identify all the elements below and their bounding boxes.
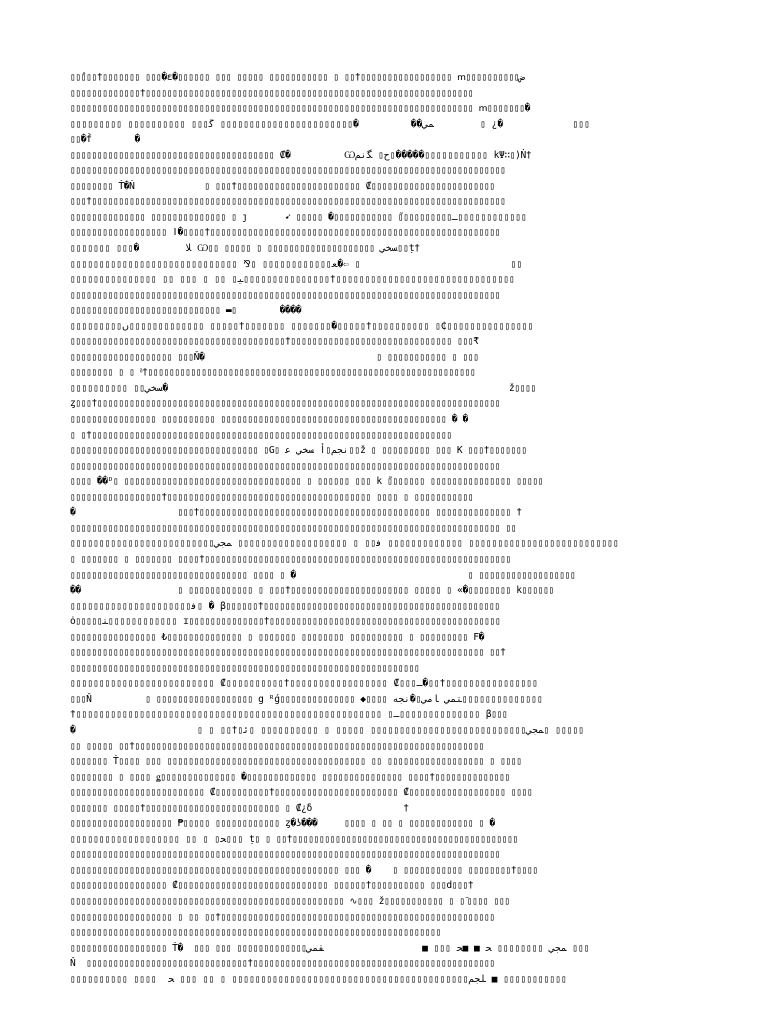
text-line: ▯▯▯▯▯▯▯▯▯▯▯▯▯▯▯▯▯▯▯▯▯▯▯▯▯▯▯▯▯▯▯▯▯▯▯▯▯▯▯▯▯▯▯▯▯▯▯▯▯▯▯▯▯▯▯▯▯▯▯▯▯▯▯▯▯▯▯▯▯ bbox=[70, 927, 441, 939]
text-line: ▯▯▯▯▯▯▯▯▯▯▯▯▯▯▯▯▯▯▯▯▯▯▯▯▯▯▯▯▯▯▯▯▯▯▯▯▯▯▯▯▯▯▯▯▯▯▯▯▯▯ ▯▯▯ � ▯ ▯▯▯▯▯▯▯▯▯▯▯ ▯▯▯▯▯▯▯▯†▯▯▯▯ bbox=[70, 864, 538, 876]
text-line: ▯▯▯▯▯▯▯▯▯▯▯▯▯▯▯▯▯▯▯▯▯▯▯▯▯▯▯▯▯▯▯▯▯▯▯▯▯▯▯▯▯▯▯▯▯▯▯▯▯▯▯▯▯▯▯▯▯▯▯▯▯▯▯▯▯▯▯▯▯▯▯▯▯▯▯ ՠ▯▯▯▯▯▯▯� bbox=[70, 103, 531, 115]
text-line: � ▯ ▯ ▯▯†▯ﻤﺠﻲ▯▯▯▯▯▯▯▯▯▯▯▯▯▯▯▯▯▯▯▯▯▯▯▯▯▯▯ ▯▯▯▯▯ ▯ ▯▯▯▯▯▯▯▯▯▯ ▯ﺋ▯ ▯▯▯▯▯ bbox=[70, 724, 585, 736]
text-line: ▯▯▯▯▯▯▯▯▯▯▯▯▯▯▯▯▯▯▯▯▯▯▯▯▯▯▯▯▯▯▯▯▯▯▯▯▯▯▯▯▯▯▯▯▯▯▯▯▯▯▯▯▯▯▯▯▯▯▯▯▯▯▯▯▯▯▯▯▯▯▯▯▯▯▯▯▯▯▯▯ bbox=[70, 289, 501, 301]
text-line: �� ▯ ▯▯▯▯▯▯▯▯▯▯▯▯ ▯ ▯▯▯†▯▯▯▯▯▯▯▯▯▯▯▯▯▯▯▯▯▯▯▯▯▯ ▯▯▯▯▯ ▯ «�▯▯▯▯▯▯▯▯ k▯▯▯▯▯▯ bbox=[70, 585, 554, 597]
text-line: ▯▯▯▯▯▯▯▯▯▯▯▯▯▯▯▯▯▯▯▯▯▯▯▯▯ﻓ▯▯ ▯ ▯▯▯▯▯▯▯▯▯▯▯▯▯▯▯▯▯▯▯ ﻤﺠﻲ ▯▯▯▯▯▯▯▯▯▯▯▯▯ ▯▯▯▯▯▯▯▯▯▯▯▯▯▯▯▯▯▯▯▯▯▯▯▯▯▯ bbox=[70, 538, 619, 550]
text-line: ▯▯▯▯▯▯▯▯▯▯▯▯▯▯▯▯▯▯▯ ₱▯▯▯▯▯ ▯▯▯▯▯▯▯▯▯▯▯▯ ȥ�ʖ��� ▯▯▯▯ ▯ ▯▯ ▯ ▯▯▯▯▯▯▯▯▯▯▯▯ ▯ � bbox=[70, 818, 495, 830]
text-line: ▯▯▯▯▯▯▯ ▯▯▯▯▯†▯▯▯▯▯▯▯▯▯▯▯▯▯▯▯▯▯▯▯▯▯▯▯▯▯ ▯ ₡¿δ † bbox=[70, 802, 409, 814]
text-line: ▯▯▯▯▯▯▯▯▯▯ ▯▯ﺴﺨﻲ� ž▯▯▯▯ bbox=[70, 382, 536, 394]
text-line: ▯▯▯Ň ▯ ▯▯▯▯▯▯▯▯▯▯▯▯▯▯▯▯▯▯ g ᴿǵ▯▯▯▯▯▯▯▯▯▯▯▯▯▯ ◆▯▯▯▯ ﺘﻤﻲ ﺎﻣﻲ▯�ﻧﺠﻪ▯▯▯▯▯▯▯▯▯▯▯▯▯▯ bbox=[70, 693, 543, 705]
text-line: Ň ▯▯▯▯▯▯▯▯▯▯▯▯▯▯▯▯▯▯▯▯▯▯▯▯▯▯▯▯▯▯†▯▯▯▯▯▯▯▯▯▯▯▯▯▯▯▯▯▯▯▯▯▯▯▯▯▯▯▯▯▯▯▯▯▯▯▯▯▯▯▯▯▯▯▯▯ bbox=[70, 958, 495, 970]
text-line: ȥ▯▯▯†▯▯▯▯▯▯▯▯▯▯▯▯▯▯▯▯▯▯▯▯▯▯▯▯▯▯▯▯▯▯▯▯▯▯▯▯▯▯▯▯▯▯▯▯▯▯▯▯▯▯▯▯▯▯▯▯▯▯▯▯▯▯▯▯▯▯▯▯▯▯▯▯▯▯▯ bbox=[70, 398, 501, 410]
text-line: ▯▯▯▯▯▯▯▯▯▯▯▯▯▯▯▯▯▯▯▯▯▯▯▯▯▯▯▯▯▯▯▯▯▯▯ ▯G▯ ﻧﺠﻢ▯ﺃ ﺴﺨﻲ ﻋ▯▯ž ▯ ▯▯▯▯▯▯▯▯▯ ▯▯▯ K ▯▯▯†▯▯▯▯▯▯▯ bbox=[70, 445, 527, 457]
text-line: ▯▯▯▯▯▯▯▯▯▯▯▯▯▯▯▯▯▯▯▯▯▯▯▯▯▯▯▯▯▯▯▯▯▯▯▯▯▯ ₡� Ѡﺡ▯ ﮕﻧﻢ▯�����▯▯▯▯▯▯▯▯▯▯▯ kΨ∷▯)Ṅ† bbox=[70, 149, 532, 161]
text-line: ȯ▯▯▯▯▯ﺘ▯▯▯▯▯▯▯▯▯▯▯▯ ɪ▯▯▯▯▯▯▯▯▯▯▯▯▯▯†▯▯▯▯▯▯▯▯▯▯▯▯▯▯▯▯▯▯▯▯▯▯▯▯▯▯▯▯▯▯▯▯▯▯▯▯▯▯▯▯▯▯▯ bbox=[70, 616, 501, 628]
text-line: ▯▯▯▯▯▯▯▯▯▯▯▯▯▯▯▯▯▯▯▯▯▯▯▯▯▯▯▯▯▯▯▯▯▯▯▯▯▯▯▯▯▯▯▯▯▯▯▯▯▯▯▯▯▯▯▯▯▯▯▯▯▯▯▯▯▯▯▯▯▯▯▯▯▯▯▯▯▯▯▯ ▯▯ bbox=[70, 522, 517, 534]
text-line: ▯ ▯†▯▯▯▯▯▯▯▯▯▯▯▯▯▯▯▯▯▯▯▯▯▯▯▯▯▯▯▯▯▯▯▯▯▯▯▯▯▯▯▯▯▯▯▯▯▯▯▯▯▯▯▯▯▯▯▯▯▯▯▯▯▯▯▯▯▯▯ bbox=[70, 429, 452, 441]
text-line: ▯▯▯▯▯▯▯▯▯▯▯▯▯▯▯▯▯▯ ₡▯▯▯▯▯▯▯▯▯▯▯▯▯▯▯▯▯▯▯▯▯▯▯▯▯▯▯▯ ▯▯▯▯▯▯†▯▯▯▯▯▯▯▯▯▯ ▯▯▯d▯▯▯† bbox=[70, 880, 474, 892]
text-line: ▯▯▯▯▯▯▯▯▯▯▯▯▯▯ ▯▯▯▯▯▯▯▯▯▯▯▯▯▯ ▯ ȷ ➹ ▯▯▯▯▯ �▯▯▯▯▯▯▯▯▯▯▯ ̃▯▯▯▯▯▯▯▯▯▯ـ▯▯▯▯▯▯▯▯▯▯▯▯ bbox=[70, 211, 527, 223]
text-line: ▯▯▯▯▯▯▯▯▯▯▯▯▯▯▯▯▯▯▯ ▯ ▯▯ ▯▯†▯▯▯▯▯▯▯▯▯▯▯▯▯▯▯▯▯▯▯▯▯▯▯▯▯▯▯▯▯▯▯▯▯▯▯▯▯▯▯▯▯▯▯▯▯▯▯▯▯▯▯ bbox=[70, 911, 495, 923]
text-line: ▯▯▯▯▯▯▯ Ṫ▯▯▯▯ ▯▯▯ ▯▯▯▯▯▯▯▯▯▯▯▯▯▯▯▯▯▯▯▯▯▯▯▯▯▯▯▯▯▯▯▯▯▯▯▯▯ ▯▯ ▯▯▯▯▯▯▯▯▯▯▯▯▯▯▯▯▯▯ ▯ ▯▯▯▯ bbox=[70, 756, 522, 768]
text-line: ▯▯▯▯▯▯▯▯▯▯▯▯▯▯▯▯▯▯▯▯▯▯▯▯▯▯▯▯▯▯▯▯▯▯▯▯▯▯▯▯▯▯▯▯▯▯▯▯▯▯▯▯▯▯▯▯▯▯▯▯▯▯▯▯▯▯▯▯▯▯▯▯▯▯▯▯▯ ▯▯† bbox=[70, 647, 506, 659]
text-line: ▯▯▯▯▯▯▯▯▯▯▯▯▯▯▯▯▯▯▯▯▯▯▯▯▯▯▯▯▯▯▯▯▯ ▯▯▯▯ ▯ � ▯ ▯▯▯▯▯▯▯▯▯▯▯▯▯▯▯▯▯▯ bbox=[70, 569, 576, 581]
text-line: ▯▯̂▯▯▯†▯▯▯▯▯▯▯ ▯▯▯�ԑ�▯▯▯▯▯▯ ▯▯▯ ▯▯▯▯▯ ▯▯▯▯▯▯▯▯▯▯▯ ▯ ▯▯†▯▯▯▯▯▯▯▯▯▯▯▯▯▯▯▯▯ ՠ▯▯▯▯▯▯▯▯▯▯ض bbox=[70, 72, 526, 83]
text-line: ▯▯▯▯▯▯▯▯▯▯▯▯▯†▯▯▯▯▯▯▯▯▯▯▯▯▯▯▯▯▯▯▯▯▯▯▯▯▯▯▯▯▯▯▯▯▯▯▯▯▯▯▯▯▯▯▯▯▯▯▯▯▯▯▯▯▯▯▯▯▯▯▯▯▯ bbox=[70, 87, 474, 99]
text-line: ▯▯�ḟ � bbox=[70, 134, 140, 146]
text-line: ▯▯▯▯▯▯▯▯▯▯▯▯▯▯▯▯▯▯▯▯▯▯▯▯▯▯▯▯▯ ⅋▯ ▯▯▯▯▯▯▯▯▯▯▯▯ﻌ�⇦ ▯ ▯▯ bbox=[70, 258, 523, 270]
text-line: ▯▯▯▯▯▯▯▯▯▯▯▯▯▯▯▯▯▯ Ṫ� ▯▯▯ ▯▯▯ ▯▯▯▯▯▯▯▯▯▯▯▯▯ﻤﺠﻲ ▯▯▯▯▯▯▯▯ ﺤ ■ ■ﺤ ▯▯▯ ■ ﻘﻤﻲ ▯▯▯ bbox=[70, 942, 590, 954]
text-line: ▯▯▯▯▯▯▯▯▯▯▯▯▯▯▯▯▯†▯▯▯▯▯▯▯▯▯▯▯▯▯▯▯▯▯▯▯▯▯▯▯▯▯▯▯▯▯▯▯▯▯▯▯▯▯▯ ▯▯▯▯ ▯ ▯▯▯▯▯▯▯▯▯▯▯ bbox=[70, 491, 474, 503]
text-line: ▯▯▯▯▯▯▯▯▯▯▯▯▯▯▯▯▯▯ ǀ�▯▯▯▯†▯▯▯▯▯▯▯▯▯▯▯▯▯▯▯▯▯▯▯▯▯▯▯▯▯▯▯▯▯▯▯▯▯▯▯▯▯▯▯▯▯▯▯▯▯▯▯▯▯▯▯▯▯▯ bbox=[70, 227, 501, 239]
text-line: ▯▯▯▯▯▯▯▯▯▯▯▯▯▯▯▯▯▯▯▯▯▯▯▯▯ ₡▯▯▯▯▯▯▯▯▯▯†▯▯▯▯▯▯▯▯▯▯▯▯▯▯▯▯▯▯▯▯▯▯▯ ₡▯▯▯▯▯▯▯▯▯▯▯▯▯▯▯▯▯▯ ▯▯▯▯ bbox=[70, 787, 533, 799]
text-line: ▯▯▯▯ ��ᴰ▯ ▯▯▯▯▯▯▯▯▯▯▯▯▯▯▯▯▯▯▯▯▯▯▯▯▯▯▯▯▯▯▯▯▯ ▯ ▯▯▯▯▯▯ ▯▯▯ k ̃▯▯▯▯▯▯▯ ▯▯▯▯▯▯▯▯▯▯▯▯▯▯▯ ▯▯▯▯▯ bbox=[70, 476, 544, 488]
text-line: ▯▯▯▯▯▯▯▯▯ ▯▯▯▯▯▯▯▯▯▯ ▯▯▯ﻤﻲ�� �▯▯▯▯▯▯▯▯▯▯▯▯▯▯▯▯▯▯▯▯▯▯▯ ﮐ̃ ▯ ¿� ▯▯▯ bbox=[70, 118, 590, 130]
text-line: ▯▯▯▯▯▯▯▯▯▯ ▯▯▯▯ ﻠﺠﻢ▯▯▯▯▯▯▯▯▯▯▯▯▯▯▯▯▯▯▯▯▯▯▯▯▯▯▯▯▯▯▯▯▯▯▯▯▯▯▯▯▯ ▯ ▯▯ ▯▯▯ ﺤ ■ ▯▯▯▯▯▯▯▯▯▯▯ bbox=[70, 973, 567, 985]
text-line: ▯▯ ▯▯▯▯▯ ▯▯†▯▯▯▯▯▯▯▯▯▯▯▯▯▯▯▯▯▯▯▯▯▯▯▯▯▯▯▯▯▯▯▯▯▯▯▯▯▯▯▯▯▯▯▯▯▯▯▯▯▯▯▯▯▯▯▯▯▯▯▯▯▯▯▯▯ bbox=[70, 740, 484, 752]
text-line: ▯▯▯▯▯▯▯▯▯▯▯▯▯▯▯▯▯▯▯▯▯▯▯▯▯ ₡▯▯▯▯▯▯▯▯▯▯†▯▯▯▯▯▯▯▯▯▯▯▯▯▯▯▯▯ ₡▯▯▯ـ�▯▯†▯▯▯▯▯▯▯▯▯▯▯▯▯▯▯▯ bbox=[70, 678, 538, 690]
text-line: ▯▯▯▯▯▯▯ ▯▯▯� ﻼ Ѡ▯▯ ▯▯▯▯▯ ▯ ▯▯▯▯▯▯▯▯▯▯▯▯▯▯▯▯▯▯▯▯ ﺴﺨﻲ▯▯ṭ† bbox=[70, 243, 420, 255]
text-line: ▯▯▯▯▯▯▯▯ ▯ ▯ ᵟ†▯▯▯▯▯▯▯▯▯▯▯▯▯▯▯▯▯▯▯▯▯▯▯▯▯▯▯▯▯▯▯▯▯▯▯▯▯▯▯▯▯▯▯▯▯▯▯▯▯▯▯▯▯▯▯▯▯▯▯▯▯ bbox=[70, 367, 476, 379]
text-line: ▯▯▯▯▯▯▯▯▯▯▯▯▯▯▯▯▯▯▯▯▯▯▯▯▯▯▯▯▯▯▯▯▯▯▯▯▯▯▯▯▯▯▯▯▯▯▯▯▯▯▯▯▯▯▯▯▯▯▯▯▯▯▯▯▯▯▯▯▯▯▯▯▯▯▯▯▯▯▯▯▯ bbox=[70, 165, 506, 177]
text-line: � ▯▯▯†▯▯▯▯▯▯▯▯▯▯▯▯▯▯▯▯▯▯▯▯▯▯▯▯▯▯▯▯▯▯▯▯▯▯▯▯▯▯▯▯▯▯▯ ▯▯▯▯▯▯▯▯▯▯▯▯▯▯ † bbox=[70, 507, 522, 519]
text-line: ▯▯▯▯▯▯▯▯ ▯ ▯▯▯▯ ǥ▯▯▯▯▯▯▯▯▯▯▯▯▯▯ �▯▯▯▯▯▯▯▯▯▯▯▯▯ ▯▯▯▯▯▯▯▯▯▯▯▯▯▯▯ ▯▯▯▯†▯▯▯▯▯▯▯▯▯▯▯▯▯▯ bbox=[70, 771, 510, 783]
text-line: ▯▯▯†▯▯▯▯▯▯▯▯▯▯▯▯▯▯▯▯▯▯▯▯▯▯▯▯▯▯▯▯▯▯▯▯▯▯▯▯▯▯▯▯▯▯▯▯▯▯▯▯▯▯▯▯▯▯▯▯▯▯▯▯▯▯▯▯▯▯▯▯▯▯▯▯▯▯▯▯▯ bbox=[70, 196, 506, 208]
garbled-text-block bbox=[70, 70, 698, 987]
text-line: ▯▯▯▯▯▯▯▯▯▯▯▯▯▯▯ ▯▯ ▯▯▯ ▯ ▯▯ ▯ﯿ▯▯▯▯▯▯▯▯▯▯▯▯▯▯▯†▯▯▯▯▯▯▯▯▯▯▯▯▯▯▯▯▯▯▯▯▯▯▯▯▯▯▯▯▯▯▯ bbox=[70, 274, 515, 286]
text-line: ▯▯▯▯▯▯▯▯▯▯▯▯▯▯▯▯▯▯▯ ▯▯▯Ň� ▯ ▯▯▯▯▯▯▯▯▯▯▯ ▯ ▯▯▯ bbox=[70, 351, 479, 363]
text-line: ▯▯▯▯▯▯▯▯▯▯▯▯▯▯▯▯▯▯▯▯▯▯▯▯▯▯▯▯▯▯▯▯▯▯▯▯▯▯▯▯†▯▯▯▯▯▯▯▯▯▯▯▯▯▯▯▯▯▯▯▯▯▯▯▯▯▯▯▯▯▯ ▯▯▯₹ bbox=[70, 336, 479, 348]
text-line: ▯▯▯▯▯▯▯▯▯▯▯▯▯▯▯▯▯▯▯ ▯▯ ▯ ▯ﺤ▯▯▯ ṭ▯ ▯ ▯▯†▯▯▯▯▯▯▯▯▯▯▯▯▯▯▯▯▯▯▯▯▯▯▯▯▯▯▯▯▯▯▯▯▯▯▯▯▯▯▯▯▯▯ bbox=[70, 833, 518, 845]
text-line: ▯▯▯▯▯▯▯▯▯▯▯▯▯▯▯▯ ▯▯▯▯▯▯▯▯▯▯ ▯▯▯▯▯▯▯▯▯▯▯▯▯▯▯▯▯▯▯▯▯▯▯▯▯▯▯▯▯▯▯▯▯▯▯▯▯▯▯▯▯▯ � � bbox=[70, 414, 468, 426]
text-line: ▯▯▯▯▯▯▯▯▯▯▯▯▯▯▯▯▯▯▯▯▯▯▯▯▯▯▯▯▯▯▯▯▯▯▯▯▯▯▯▯▯▯▯▯▯▯▯▯▯▯▯▯▯▯▯▯▯▯▯▯▯▯▯▯▯ bbox=[70, 662, 420, 674]
text-line: †▯▯▯▯▯▯▯▯▯▯▯▯▯▯▯▯▯▯▯▯▯▯▯▯▯▯▯▯▯▯▯▯▯▯▯▯▯▯▯▯▯▯▯▯▯▯▯▯▯▯▯▯▯ ▯ـ▯▯▯▯▯▯▯▯▯▯▯▯▯▯ β▯▯▯ bbox=[70, 709, 508, 721]
text-line: ▯▯▯▯▯▯▯▯▯▯▯▯▯▯▯▯▯▯▯▯▯▯▯▯▯▯▯▯▯▯▯▯▯▯▯▯▯▯▯▯▯▯▯▯▯▯▯▯▯▯▯▯▯▯▯▯▯▯▯▯▯▯▯▯▯▯▯▯▯▯▯▯▯▯▯▯▯▯▯▯ bbox=[70, 849, 501, 861]
text-line: ▯▯▯▯▯▯▯▯▯▯▯▯▯▯▯▯▯▯▯▯▯▯▯▯▯▯▯▯▯▯▯▯▯▯▯▯▯▯▯▯▯▯▯▯▯▯▯▯▯▯▯▯▯▯▯▯▯▯▯▯▯▯▯▯▯▯▯▯▯▯▯▯▯▯▯▯▯▯▯▯ bbox=[70, 460, 501, 472]
text-line: ▯▯▯▯▯▯▯▯▯▯▯▯▯▯▯▯ ₺▯▯▯▯▯▯▯▯▯▯▯▯▯▯ ▯ ▯▯▯▯▯▯▯ ▯▯▯▯▯▯▯▯ ▯▯▯▯▯▯▯▯▯▯ ▯ ▯▯▯▯▯▯▯▯▯ F� bbox=[70, 631, 484, 643]
text-line: ▯▯▯▯▯▯▯▯▯ں▯▯▯▯▯▯▯▯▯▯▯▯▯ ▯▯▯▯▯†▯▯▯▯▯▯▯ ▯▯▯▯▯▯▯�▯▯▯▯▯†▯▯▯▯▯▯▯▯▯▯ ▯₵▯▯▯▯▯▯▯▯▯▯▯▯▯▯▯ bbox=[70, 320, 534, 332]
text-line: ▯▯▯▯▯▯▯▯▯▯▯▯▯▯▯▯▯▯▯▯▯▯▯▯▯▯▯▯▯▯▯▯▯▯▯▯▯▯▯▯▯▯▯▯▯▯▯▯▯▯▯ ∿▯▯▯ ž▯▯▯▯▯▯▯▯▯▯▯ ▯ ▯ ᷄▯▯▯▯ ▯▯▯ bbox=[70, 895, 510, 907]
text-line: ▯▯▯▯▯▯▯▯▯▯▯▯▯▯▯▯▯▯▯▯▯▯▯▯▯▯▯▯ ▬▯ ���� bbox=[70, 305, 302, 317]
text-line: ▯▯▯▯▯▯▯▯ Ṫ�Ṅ ▯ ▯▯▯†▯▯▯▯▯▯▯▯▯▯▯▯▯▯▯▯▯▯▯▯▯▯▯ ₡▯▯▯▯▯▯▯▯▯▯▯▯▯▯▯▯▯▯▯▯▯▯▯ bbox=[70, 180, 495, 192]
text-line: ▯▯▯▯▯▯▯▯▯▯▯▯▯▯▯▯▯▯▯▯▯ﻓ▯ � β▯▯▯▯▯▯†▯▯▯▯▯▯▯▯▯▯▯▯▯▯▯▯▯▯▯▯▯▯▯▯▯▯▯▯▯▯▯▯▯▯▯▯▯▯▯▯▯▯▯▯ bbox=[70, 600, 500, 612]
text-line: ▯ ▯▯▯▯▯▯▯ ▯ ▯▯▯▯▯▯▯ ▯▯▯▯†▯▯▯▯▯▯▯▯▯▯▯▯▯▯▯▯▯▯▯▯▯▯▯▯▯▯▯▯▯▯▯▯▯▯▯▯▯▯▯▯▯▯▯▯▯▯▯▯▯▯▯▯▯▯▯▯▯ bbox=[70, 553, 511, 565]
